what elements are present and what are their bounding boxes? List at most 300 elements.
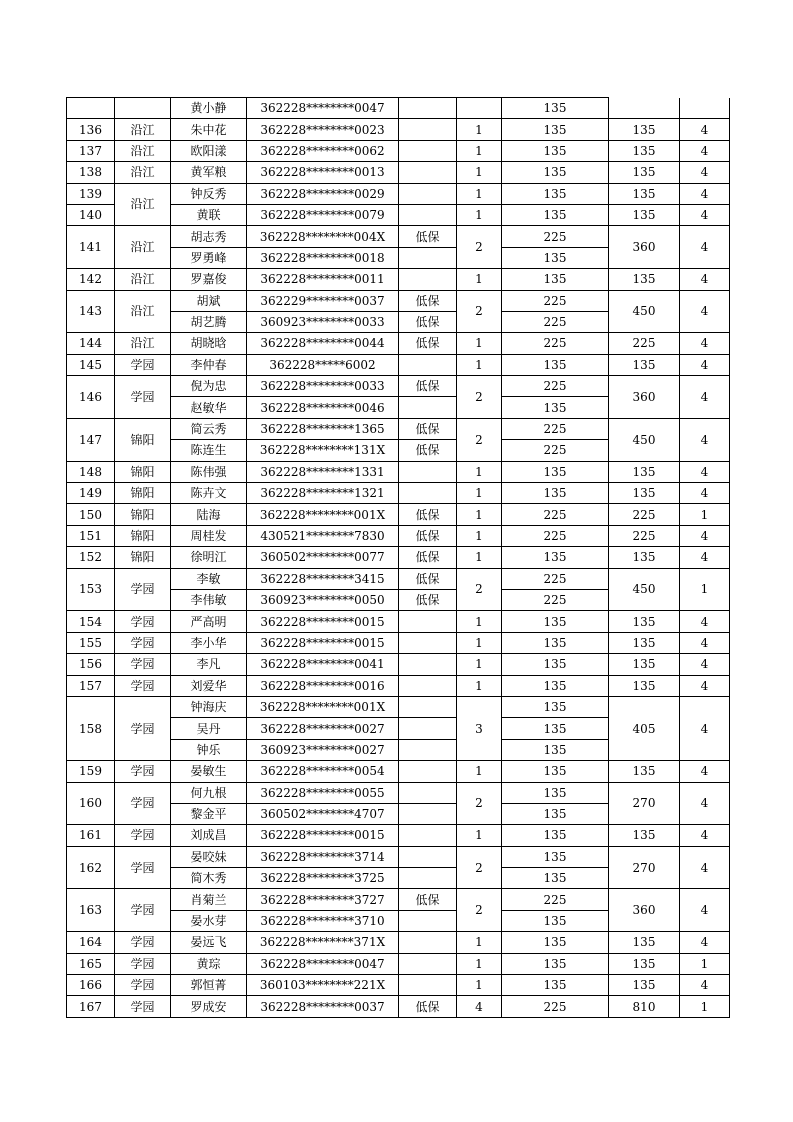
cell-months: 4 [680, 183, 730, 204]
cell-name: 晏咬妹 [171, 846, 247, 867]
cell-status [399, 953, 457, 974]
cell-total: 135 [609, 611, 680, 632]
cell-name: 周桂发 [171, 525, 247, 546]
cell-area: 学园 [115, 996, 171, 1017]
cell-area: 学园 [115, 654, 171, 675]
cell-status: 低保 [399, 589, 457, 610]
cell-name: 李凡 [171, 654, 247, 675]
cell-no: 139 [67, 183, 115, 204]
cell-count: 1 [457, 204, 502, 225]
cell-no: 156 [67, 654, 115, 675]
cell-id: 362228********1331 [247, 461, 399, 482]
cell-subsidy: 225 [502, 418, 609, 439]
cell-status: 低保 [399, 226, 457, 247]
cell-id: 362228********0037 [247, 996, 399, 1017]
cell-id: 362228********3415 [247, 568, 399, 589]
cell-name: 李仲春 [171, 354, 247, 375]
cell-months: 4 [680, 204, 730, 225]
cell-months: 4 [680, 354, 730, 375]
cell-status [399, 162, 457, 183]
cell-id: 362228********0015 [247, 611, 399, 632]
table-row [67, 761, 730, 782]
cell-months [680, 98, 730, 119]
table-row [67, 782, 730, 803]
cell-total: 135 [609, 975, 680, 996]
cell-id: 362228********0011 [247, 269, 399, 290]
cell-months: 4 [680, 632, 730, 653]
cell-status [399, 675, 457, 696]
cell-id: 362228********001X [247, 504, 399, 525]
table-row [67, 483, 730, 504]
cell-name: 李伟敏 [171, 589, 247, 610]
cell-no: 162 [67, 846, 115, 889]
cell-id: 362228********0041 [247, 654, 399, 675]
cell-name: 简木秀 [171, 868, 247, 889]
cell-total: 135 [609, 162, 680, 183]
cell-area: 沿江 [115, 119, 171, 140]
cell-subsidy: 135 [502, 739, 609, 760]
cell-total: 135 [609, 204, 680, 225]
cell-area: 学园 [115, 696, 171, 760]
cell-area: 学园 [115, 611, 171, 632]
cell-id: 360103********221X [247, 975, 399, 996]
cell-no: 158 [67, 696, 115, 760]
cell-count: 1 [457, 953, 502, 974]
table-row-partial [67, 98, 730, 119]
cell-subsidy: 135 [502, 162, 609, 183]
table-row [67, 611, 730, 632]
cell-no: 159 [67, 761, 115, 782]
cell-months: 1 [680, 953, 730, 974]
cell-total: 360 [609, 889, 680, 932]
cell-id: 362228********0046 [247, 397, 399, 418]
cell-months: 4 [680, 269, 730, 290]
cell-name: 李敏 [171, 568, 247, 589]
cell-area: 学园 [115, 846, 171, 889]
cell-count: 1 [457, 333, 502, 354]
cell-months: 4 [680, 525, 730, 546]
cell-subsidy: 135 [502, 547, 609, 568]
cell-name: 钟乐 [171, 739, 247, 760]
cell-area: 学园 [115, 675, 171, 696]
cell-name: 吴丹 [171, 718, 247, 739]
cell-months: 4 [680, 825, 730, 846]
cell-name: 钟海庆 [171, 696, 247, 717]
cell-area: 学园 [115, 761, 171, 782]
cell-area: 锦阳 [115, 418, 171, 461]
cell-months: 4 [680, 162, 730, 183]
cell-status [399, 739, 457, 760]
cell-subsidy: 225 [502, 568, 609, 589]
cell-total: 135 [609, 761, 680, 782]
cell-status [399, 461, 457, 482]
cell-id: 362228********0013 [247, 162, 399, 183]
cell-id: 362228********0015 [247, 825, 399, 846]
cell-count: 1 [457, 654, 502, 675]
cell-no: 141 [67, 226, 115, 269]
cell-subsidy: 135 [502, 675, 609, 696]
cell-no: 167 [67, 996, 115, 1017]
cell-subsidy: 135 [502, 354, 609, 375]
cell-status [399, 803, 457, 824]
cell-id: 362228********0055 [247, 782, 399, 803]
cell-months: 4 [680, 932, 730, 953]
cell-subsidy: 225 [502, 311, 609, 332]
table-row [67, 654, 730, 675]
cell-total: 135 [609, 461, 680, 482]
cell-count: 1 [457, 611, 502, 632]
cell-subsidy: 135 [502, 868, 609, 889]
cell-name: 严高明 [171, 611, 247, 632]
cell-name: 罗勇峰 [171, 247, 247, 268]
cell-count: 2 [457, 226, 502, 269]
cell-name: 陆海 [171, 504, 247, 525]
cell-name: 欧阳漾 [171, 140, 247, 161]
cell-id: 362228********0062 [247, 140, 399, 161]
cell-subsidy: 135 [502, 803, 609, 824]
cell-id: 362228********0044 [247, 333, 399, 354]
cell-subsidy: 225 [502, 226, 609, 247]
cell-no: 148 [67, 461, 115, 482]
cell-total: 135 [609, 654, 680, 675]
cell-total: 270 [609, 782, 680, 825]
cell-id: 360923********0027 [247, 739, 399, 760]
cell-count: 1 [457, 183, 502, 204]
cell-count: 2 [457, 846, 502, 889]
cell-area: 学园 [115, 568, 171, 611]
cell-subsidy: 225 [502, 376, 609, 397]
cell-subsidy: 135 [502, 718, 609, 739]
cell-area: 锦阳 [115, 525, 171, 546]
cell-months: 4 [680, 782, 730, 825]
cell-area: 学园 [115, 932, 171, 953]
cell-total: 135 [609, 632, 680, 653]
cell-name: 肖菊兰 [171, 889, 247, 910]
cell-name: 罗成安 [171, 996, 247, 1017]
cell-total: 225 [609, 525, 680, 546]
table-row [67, 525, 730, 546]
cell-subsidy: 135 [502, 825, 609, 846]
cell-status [399, 483, 457, 504]
cell-subsidy: 135 [502, 98, 609, 119]
cell-months: 4 [680, 675, 730, 696]
cell-name: 胡志秀 [171, 226, 247, 247]
cell-no: 145 [67, 354, 115, 375]
cell-id: 362228********0015 [247, 632, 399, 653]
cell-count: 4 [457, 996, 502, 1017]
table-row [67, 547, 730, 568]
cell-no: 137 [67, 140, 115, 161]
cell-id: 362228********0047 [247, 953, 399, 974]
cell-status: 低保 [399, 889, 457, 910]
cell-months: 4 [680, 846, 730, 889]
cell-area: 学园 [115, 782, 171, 825]
table-row [67, 675, 730, 696]
cell-status: 低保 [399, 504, 457, 525]
cell-name: 黄军粮 [171, 162, 247, 183]
cell-subsidy: 135 [502, 119, 609, 140]
table-row [67, 162, 730, 183]
cell-status: 低保 [399, 525, 457, 546]
cell-no: 161 [67, 825, 115, 846]
cell-count [457, 98, 502, 119]
cell-area: 沿江 [115, 226, 171, 269]
table-body [67, 98, 730, 1018]
cell-status [399, 611, 457, 632]
cell-id: 360502********0077 [247, 547, 399, 568]
cell-status [399, 98, 457, 119]
cell-months: 4 [680, 654, 730, 675]
table-row [67, 290, 730, 311]
cell-status [399, 247, 457, 268]
cell-subsidy: 135 [502, 932, 609, 953]
cell-count: 2 [457, 376, 502, 419]
cell-total: 450 [609, 290, 680, 333]
cell-total: 135 [609, 140, 680, 161]
cell-status: 低保 [399, 568, 457, 589]
cell-no [67, 98, 115, 119]
cell-name: 简云秀 [171, 418, 247, 439]
cell-no: 144 [67, 333, 115, 354]
cell-area [115, 98, 171, 119]
cell-count: 1 [457, 461, 502, 482]
cell-status [399, 868, 457, 889]
cell-status [399, 932, 457, 953]
cell-id: 362228********1321 [247, 483, 399, 504]
cell-area: 沿江 [115, 333, 171, 354]
cell-id: 430521********7830 [247, 525, 399, 546]
cell-no: 151 [67, 525, 115, 546]
cell-area: 锦阳 [115, 483, 171, 504]
cell-no: 136 [67, 119, 115, 140]
cell-name: 罗嘉俊 [171, 269, 247, 290]
cell-months: 4 [680, 611, 730, 632]
cell-name: 徐明江 [171, 547, 247, 568]
cell-no: 140 [67, 204, 115, 225]
cell-months: 4 [680, 119, 730, 140]
cell-subsidy: 225 [502, 996, 609, 1017]
cell-subsidy: 135 [502, 632, 609, 653]
table-row [67, 461, 730, 482]
table-row [67, 376, 730, 397]
cell-area: 锦阳 [115, 547, 171, 568]
cell-count: 2 [457, 418, 502, 461]
cell-name: 胡斌 [171, 290, 247, 311]
cell-no: 146 [67, 376, 115, 419]
table-row [67, 825, 730, 846]
table-row [67, 568, 730, 589]
cell-status [399, 846, 457, 867]
cell-status: 低保 [399, 440, 457, 461]
cell-id: 362228********0033 [247, 376, 399, 397]
cell-count: 1 [457, 483, 502, 504]
cell-subsidy: 135 [502, 654, 609, 675]
cell-total: 810 [609, 996, 680, 1017]
cell-subsidy: 225 [502, 589, 609, 610]
cell-id: 362228********004X [247, 226, 399, 247]
cell-id: 362228********3725 [247, 868, 399, 889]
table-row [67, 418, 730, 439]
cell-no: 150 [67, 504, 115, 525]
cell-subsidy: 135 [502, 461, 609, 482]
cell-area: 沿江 [115, 140, 171, 161]
cell-months: 4 [680, 333, 730, 354]
cell-count: 1 [457, 675, 502, 696]
cell-name: 郭恒菁 [171, 975, 247, 996]
cell-id: 362228********1365 [247, 418, 399, 439]
cell-total: 135 [609, 825, 680, 846]
cell-total: 135 [609, 483, 680, 504]
cell-name: 晏水芽 [171, 910, 247, 931]
cell-status [399, 204, 457, 225]
cell-status [399, 654, 457, 675]
cell-subsidy: 225 [502, 290, 609, 311]
cell-subsidy: 135 [502, 846, 609, 867]
cell-count: 2 [457, 889, 502, 932]
cell-no: 138 [67, 162, 115, 183]
cell-status [399, 782, 457, 803]
cell-area: 沿江 [115, 290, 171, 333]
cell-id: 362228********0023 [247, 119, 399, 140]
cell-status: 低保 [399, 418, 457, 439]
cell-area: 沿江 [115, 183, 171, 226]
table-row [67, 140, 730, 161]
cell-id: 362229********0037 [247, 290, 399, 311]
cell-id: 362228********0018 [247, 247, 399, 268]
cell-months: 4 [680, 140, 730, 161]
table-row [67, 953, 730, 974]
cell-no: 155 [67, 632, 115, 653]
cell-id: 362228********0079 [247, 204, 399, 225]
subsidy-table [66, 97, 730, 1018]
cell-status [399, 825, 457, 846]
cell-subsidy: 135 [502, 483, 609, 504]
table-row [67, 119, 730, 140]
cell-name: 赵敏华 [171, 397, 247, 418]
cell-total: 405 [609, 696, 680, 760]
cell-total: 135 [609, 932, 680, 953]
table-row [67, 696, 730, 717]
cell-no: 166 [67, 975, 115, 996]
table-row [67, 183, 730, 204]
cell-subsidy: 135 [502, 140, 609, 161]
cell-count: 1 [457, 932, 502, 953]
cell-months: 4 [680, 226, 730, 269]
cell-subsidy: 225 [502, 333, 609, 354]
table-row [67, 632, 730, 653]
cell-no: 152 [67, 547, 115, 568]
cell-id: 362228********371X [247, 932, 399, 953]
cell-id: 362228********3727 [247, 889, 399, 910]
cell-id: 360923********0033 [247, 311, 399, 332]
cell-months: 4 [680, 483, 730, 504]
cell-name: 胡艺腾 [171, 311, 247, 332]
cell-name: 刘成昌 [171, 825, 247, 846]
cell-count: 1 [457, 547, 502, 568]
cell-total: 135 [609, 183, 680, 204]
cell-area: 学园 [115, 953, 171, 974]
cell-area: 学园 [115, 376, 171, 419]
cell-id: 362228********0016 [247, 675, 399, 696]
table-row [67, 269, 730, 290]
cell-count: 1 [457, 632, 502, 653]
cell-status: 低保 [399, 376, 457, 397]
cell-status: 低保 [399, 996, 457, 1017]
cell-subsidy: 225 [502, 525, 609, 546]
cell-months: 4 [680, 696, 730, 760]
cell-total: 450 [609, 418, 680, 461]
table-row [67, 889, 730, 910]
cell-status [399, 354, 457, 375]
table-row [67, 996, 730, 1017]
cell-subsidy: 135 [502, 269, 609, 290]
cell-id: 362228********131X [247, 440, 399, 461]
cell-count: 1 [457, 761, 502, 782]
cell-name: 钟反秀 [171, 183, 247, 204]
cell-name: 陈伟强 [171, 461, 247, 482]
cell-total [609, 98, 680, 119]
cell-subsidy: 225 [502, 440, 609, 461]
cell-status [399, 140, 457, 161]
cell-count: 1 [457, 525, 502, 546]
cell-id: 362228********0029 [247, 183, 399, 204]
cell-subsidy: 135 [502, 761, 609, 782]
cell-no: 163 [67, 889, 115, 932]
cell-no: 142 [67, 269, 115, 290]
cell-total: 225 [609, 504, 680, 525]
table-row [67, 333, 730, 354]
cell-months: 4 [680, 461, 730, 482]
cell-status [399, 761, 457, 782]
cell-months: 4 [680, 547, 730, 568]
cell-status [399, 910, 457, 931]
cell-name: 晏敏生 [171, 761, 247, 782]
cell-id: 362228********0027 [247, 718, 399, 739]
cell-subsidy: 135 [502, 782, 609, 803]
cell-subsidy: 135 [502, 975, 609, 996]
cell-name: 李小华 [171, 632, 247, 653]
cell-name: 胡晓晗 [171, 333, 247, 354]
cell-total: 135 [609, 269, 680, 290]
cell-count: 1 [457, 140, 502, 161]
cell-months: 4 [680, 889, 730, 932]
cell-area: 锦阳 [115, 504, 171, 525]
cell-id: 362228********0047 [247, 98, 399, 119]
cell-status: 低保 [399, 547, 457, 568]
cell-name: 刘爱华 [171, 675, 247, 696]
cell-status [399, 119, 457, 140]
cell-total: 225 [609, 333, 680, 354]
cell-id: 362228*****6002 [247, 354, 399, 375]
cell-no: 160 [67, 782, 115, 825]
cell-no: 165 [67, 953, 115, 974]
cell-count: 1 [457, 119, 502, 140]
cell-total: 135 [609, 953, 680, 974]
cell-subsidy: 225 [502, 504, 609, 525]
cell-id: 362228********3710 [247, 910, 399, 931]
cell-subsidy: 135 [502, 204, 609, 225]
cell-months: 1 [680, 568, 730, 611]
cell-name: 陈连生 [171, 440, 247, 461]
cell-no: 147 [67, 418, 115, 461]
cell-name: 黄琮 [171, 953, 247, 974]
cell-status [399, 696, 457, 717]
cell-status: 低保 [399, 333, 457, 354]
cell-no: 157 [67, 675, 115, 696]
cell-subsidy: 135 [502, 247, 609, 268]
table-row [67, 932, 730, 953]
table-row [67, 504, 730, 525]
